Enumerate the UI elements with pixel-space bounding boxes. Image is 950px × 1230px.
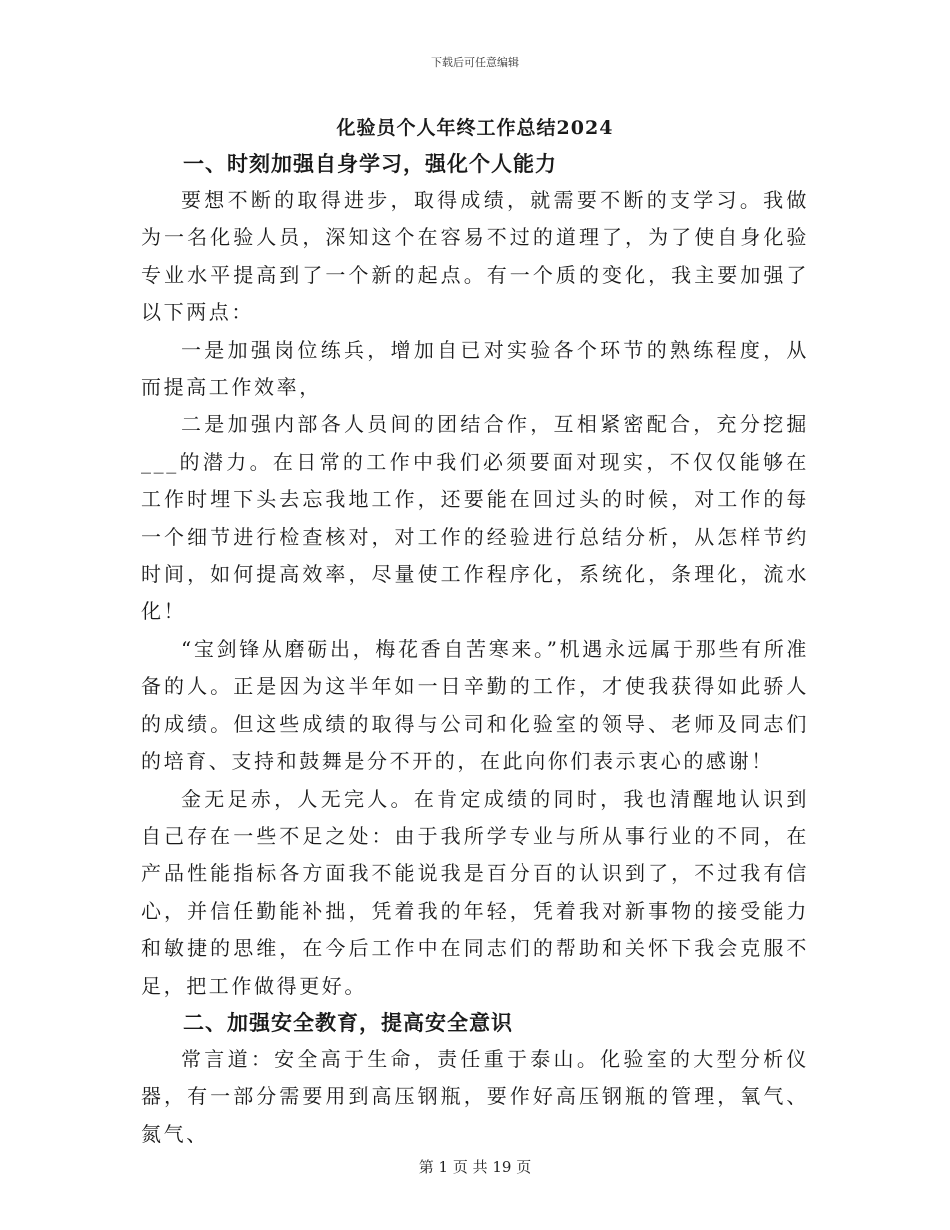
document-body	[141, 110, 809, 1153]
paragraph: 要想不断的取得进步，取得成绩，就需要不断的支学习。我做为一名化验人员，深知这个在容易不过的道理了，为了使自身化验专业水平提高到了一个新的起点。有一个质的变化，我主要加强了以下两点：	[141, 188, 809, 325]
paragraph: 一是加强岗位练兵，增加自已对实验各个环节的熟练程度，从而提高工作效率，	[141, 337, 809, 400]
section-heading-1: 一、时刻加强自身学习，强化个人能力	[183, 151, 557, 176]
page-number: 第 1 页 共 19 页	[418, 1158, 532, 1176]
document-title: 化验员个人年终工作总结2024	[336, 117, 614, 139]
paragraph: “宝剑锋从磨砺出，梅花香自苦寒来。”机遇永远属于那些有所准备的人。正是因为这半年如一日辛勤的工作，才使我获得如此骄人的成绩。但这些成绩的取得与公司和化验室的领导、老师及同志们的培育、支持和鼓舞是分不开的，在此向你们表示衷心的感谢！	[141, 636, 809, 774]
paragraph: 二是加强内部各人员间的团结合作，互相紧密配合，充分挖掘___的潜力。在日常的工作中我们必须要面对现实，不仅仅能够在工作时埋下头去忘我地工作，还要能在回过头的时候，对工作的每一个细节进行检查核对，对工作的经验进行总结分析，从怎样节约时间，如何提高效率，尽量使工作程序化，系统化，条理化，流水化！	[141, 412, 809, 624]
section-heading-2: 二、加强安全教育，提高安全意识	[183, 1009, 513, 1035]
paragraph: 金无足赤，人无完人。在肯定成绩的同时，我也清醒地认识到自己存在一些不足之处：由于我所学专业与所从事行业的不同，在产品性能指标各方面我不能说我是百分百的认识到了，不过我有信心，并信任勤能补拙，凭着我的年轻，凭着我对新事物的接受能力和敏捷的思维，在今后工作中在同志们的帮助和关怀下我会克服不足，把工作做得更好。	[141, 786, 809, 998]
header-note: 下载后可任意编辑	[431, 56, 519, 69]
paragraph: 常言道：安全高于生命，责任重于泰山。化验室的大型分析仪器，有一部分需要用到高压钢瓶，要作好高压钢瓶的管理，氧气、氮气、	[141, 1046, 809, 1146]
